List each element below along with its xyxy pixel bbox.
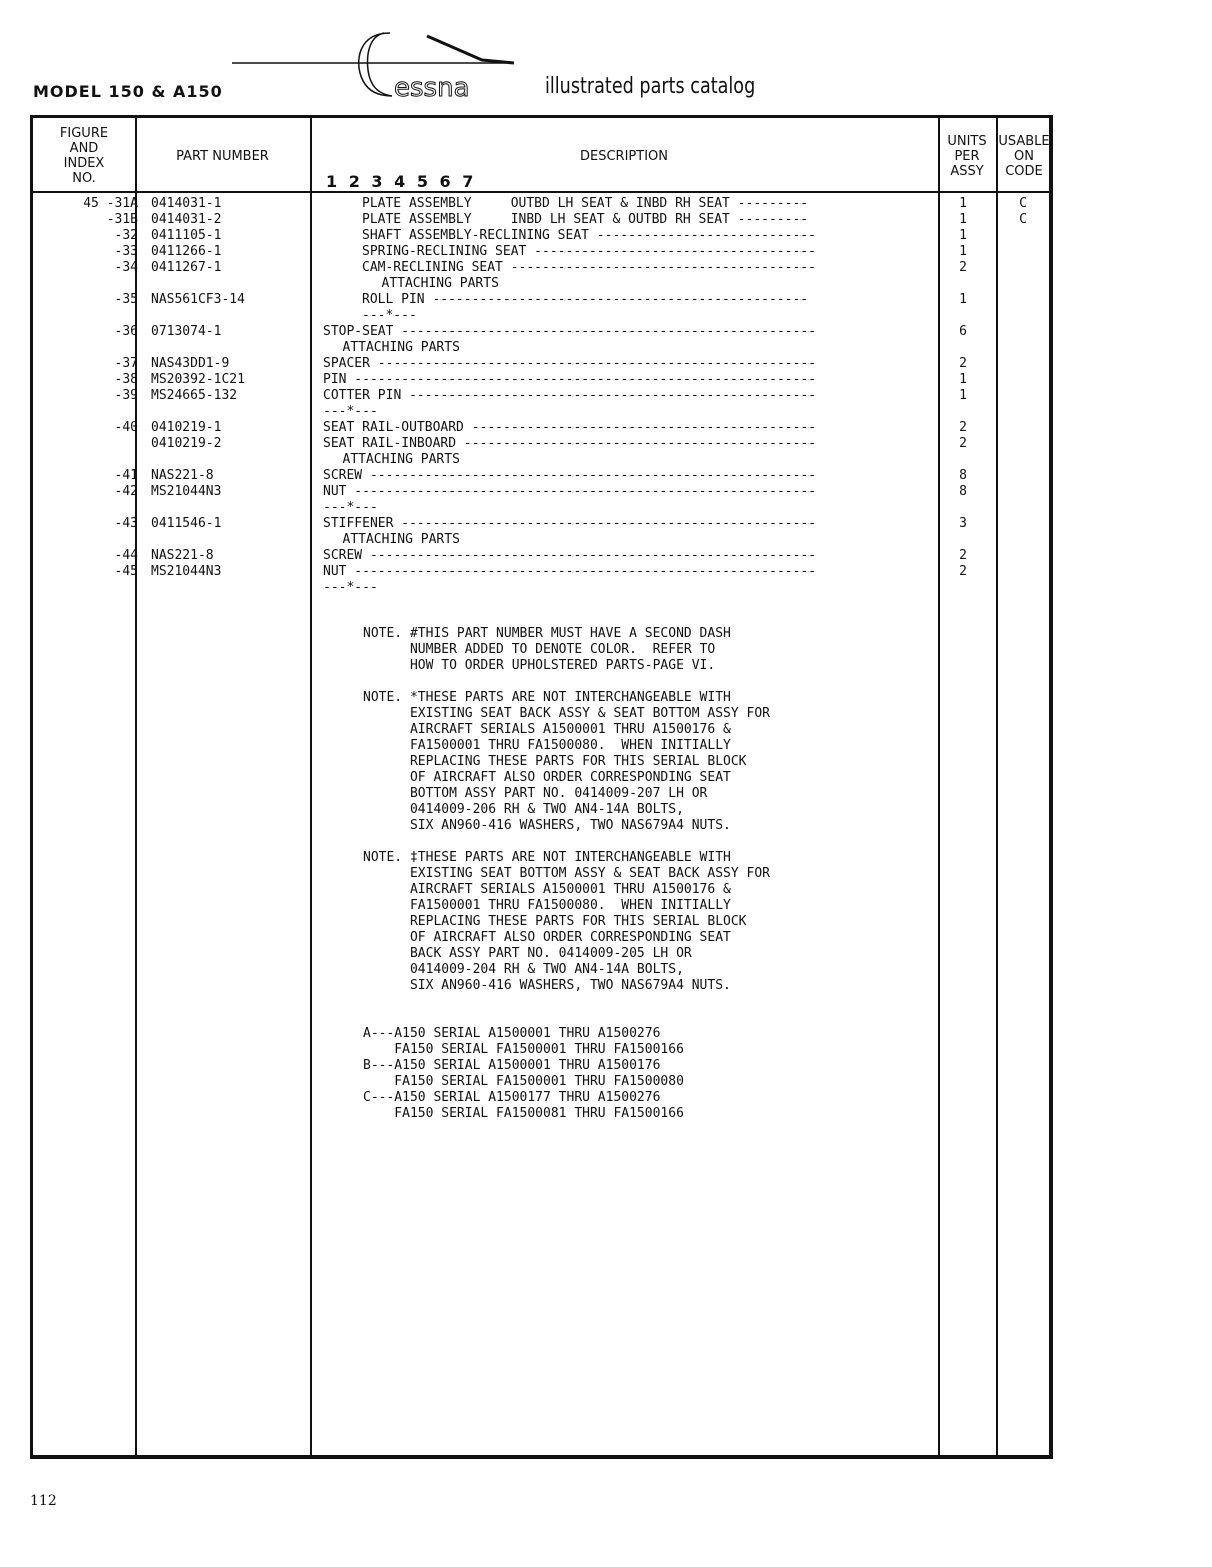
units-per-assy: 2: [959, 356, 967, 371]
header-indent-levels: 1 2 3 4 5 6 7: [326, 172, 477, 191]
index-number: 45 -31A: [83, 196, 138, 211]
units-per-assy: 6: [959, 324, 967, 339]
table-row: [33, 452, 1049, 468]
part-number: MS21044N3: [151, 564, 222, 579]
header-text: UNITS: [947, 134, 987, 149]
note: NOTE. #THIS PART NUMBER MUST HAVE A SECOND DASH NUMBER ADDED TO DENOTE COLOR. REFER TO HOW TO ORDER UPHOLSTERED PARTS-PAGE VI.: [363, 626, 731, 673]
units-per-assy: 1: [959, 212, 967, 227]
header-text: ASSY: [950, 164, 984, 179]
header-figure-index: [33, 126, 135, 186]
description: SPACER --------------------------------------------------------: [323, 356, 817, 371]
units-per-assy: 2: [959, 420, 967, 435]
units-per-assy: 2: [959, 436, 967, 451]
header-part-number: PART NUMBER: [176, 149, 269, 164]
description: ATTACHING PARTS: [381, 276, 499, 291]
model-title: MODEL 150 & A150: [33, 82, 223, 101]
table-row: [33, 484, 1049, 500]
page-number: 112: [30, 1493, 57, 1509]
table-row: [33, 308, 1049, 324]
header-usable-code: [996, 134, 1052, 179]
part-number: 0411105-1: [151, 228, 222, 243]
units-per-assy: 1: [959, 388, 967, 403]
index-number: -45: [114, 564, 138, 579]
table-row: [33, 244, 1049, 260]
description: ATTACHING PARTS: [342, 340, 460, 355]
header-units: [938, 134, 996, 179]
description: SPRING-RECLINING SEAT ------------------------------------: [362, 244, 816, 259]
index-number: -36: [114, 324, 138, 339]
description: SCREW ---------------------------------------------------------: [323, 548, 817, 563]
parts-table: [30, 115, 1053, 1459]
serial-effectivity: A---A150 SERIAL A1500001 THRU A1500276 FA150 SERIAL FA1500001 THRU FA1500166 B---A150 SERIAL A1500001 THRU A1500176 FA150 SERIAL FA1500001 THRU FA1500080 C---A150 SERIAL A1500177 THRU A1500276 FA150 SERIAL FA1500081 THRU FA1500166: [363, 1026, 684, 1121]
table-row: [33, 276, 1049, 292]
index-number: -34: [114, 260, 138, 275]
table-row: [33, 420, 1049, 436]
index-number: -40: [114, 420, 138, 435]
cessna-logo: [232, 28, 532, 108]
table-row: [33, 196, 1049, 212]
part-number: MS20392-1C21: [151, 372, 245, 387]
table-row: [33, 324, 1049, 340]
index-number: -43: [114, 516, 138, 531]
header-text: AND: [69, 141, 99, 156]
note: NOTE. ‡THESE PARTS ARE NOT INTERCHANGEABLE WITH EXISTING SEAT BOTTOM ASSY & SEAT BACK ASSY FOR AIRCRAFT SERIALS A1500001 THRU A1500176 & FA1500001 THRU FA1500080. WHEN INITIALLY REPLACING THESE PARTS FOR THIS SERIAL BLOCK OF AIRCRAFT ALSO ORDER CORRESPONDING SEAT BACK ASSY PART NO. 0414009-205 LH OR 0414009-204 RH & TWO AN4-14A BOLTS, SIX AN960-416 WASHERS, TWO NAS679A4 NUTS.: [363, 850, 770, 993]
index-number: -31B: [106, 212, 138, 227]
description: ---*---: [323, 580, 378, 595]
description: ROLL PIN ------------------------------------------------: [362, 292, 809, 307]
table-row: [33, 372, 1049, 388]
description: PLATE ASSEMBLY INBD LH SEAT & OUTBD RH SEAT ---------: [362, 212, 809, 227]
units-per-assy: 1: [959, 372, 967, 387]
part-number: NAS43DD1-9: [151, 356, 230, 371]
units-per-assy: 1: [959, 228, 967, 243]
table-row: [33, 548, 1049, 564]
part-number: MS24665-132: [151, 388, 238, 403]
usable-on-code: C: [1019, 212, 1027, 227]
index-number: -32: [114, 228, 138, 243]
description: ATTACHING PARTS: [342, 532, 460, 547]
table-row: [33, 212, 1049, 228]
table-row: [33, 580, 1049, 596]
units-per-assy: 1: [959, 292, 967, 307]
description: CAM-RECLINING SEAT ---------------------------------------: [362, 260, 816, 275]
description: COTTER PIN ----------------------------------------------------: [323, 388, 817, 403]
table-row: [33, 340, 1049, 356]
table-row: [33, 564, 1049, 580]
header-text: INDEX: [63, 156, 105, 171]
description: ---*---: [323, 404, 378, 419]
header-divider: [33, 191, 1049, 193]
header-text: USABLE: [998, 134, 1050, 149]
description: SHAFT ASSEMBLY-RECLINING SEAT ----------------------------: [362, 228, 816, 243]
description: NUT -----------------------------------------------------------: [323, 484, 817, 499]
index-number: -39: [114, 388, 138, 403]
header-text: PER: [954, 149, 980, 164]
usable-on-code: C: [1019, 196, 1027, 211]
part-number: NAS561CF3-14: [151, 292, 245, 307]
svg-text:essna: essna: [394, 73, 470, 103]
index-number: -33: [114, 244, 138, 259]
units-per-assy: 1: [959, 244, 967, 259]
part-number: MS21044N3: [151, 484, 222, 499]
index-number: -42: [114, 484, 138, 499]
units-per-assy: 2: [959, 548, 967, 563]
table-row: [33, 356, 1049, 372]
units-per-assy: 1: [959, 196, 967, 211]
table-row: [33, 500, 1049, 516]
description: PLATE ASSEMBLY OUTBD LH SEAT & INBD RH SEAT ---------: [362, 196, 809, 211]
description: SEAT RAIL-INBOARD ---------------------------------------------: [323, 436, 817, 451]
part-number: 0410219-2: [151, 436, 222, 451]
table-row: [33, 404, 1049, 420]
part-number: NAS221-8: [151, 468, 214, 483]
description: PIN -----------------------------------------------------------: [323, 372, 817, 387]
table-row: [33, 260, 1049, 276]
part-number: 0410219-1: [151, 420, 222, 435]
index-number: -38: [114, 372, 138, 387]
note: NOTE. *THESE PARTS ARE NOT INTERCHANGEABLE WITH EXISTING SEAT BACK ASSY & SEAT BOTTOM ASSY FOR AIRCRAFT SERIALS A1500001 THRU A1500176 & FA1500001 THRU FA1500080. WHEN INITIALLY REPLACING THESE PARTS FOR THIS SERIAL BLOCK OF AIRCRAFT ALSO ORDER CORRESPONDING SEAT BOTTOM ASSY PART NO. 0414009-207 LH OR 0414009-206 RH & TWO AN4-14A BOLTS, SIX AN960-416 WASHERS, TWO NAS679A4 NUTS.: [363, 690, 770, 833]
header-description: DESCRIPTION: [580, 149, 668, 164]
index-number: -35: [114, 292, 138, 307]
units-per-assy: 3: [959, 516, 967, 531]
header-text: FIGURE: [59, 126, 109, 141]
description: STIFFENER -----------------------------------------------------: [323, 516, 817, 531]
table-row: [33, 292, 1049, 308]
description: SEAT RAIL-OUTBOARD --------------------------------------------: [323, 420, 817, 435]
header-text: NO.: [72, 171, 96, 186]
description: ---*---: [323, 500, 378, 515]
table-row: [33, 532, 1049, 548]
part-number: 0411546-1: [151, 516, 222, 531]
part-number: NAS221-8: [151, 548, 214, 563]
index-number: -37: [114, 356, 138, 371]
part-number: 0713074-1: [151, 324, 222, 339]
index-number: -41: [114, 468, 138, 483]
index-number: -44: [114, 548, 138, 563]
description: NUT -----------------------------------------------------------: [323, 564, 817, 579]
description: ---*---: [362, 308, 417, 323]
header-text: CODE: [1005, 164, 1043, 179]
part-number: 0411267-1: [151, 260, 222, 275]
part-number: 0414031-2: [151, 212, 222, 227]
table-row: [33, 516, 1049, 532]
table-row: [33, 436, 1049, 452]
description: STOP-SEAT -----------------------------------------------------: [323, 324, 817, 339]
description: SCREW ---------------------------------------------------------: [323, 468, 817, 483]
units-per-assy: 8: [959, 484, 967, 499]
part-number: 0411266-1: [151, 244, 222, 259]
units-per-assy: 2: [959, 564, 967, 579]
units-per-assy: 2: [959, 260, 967, 275]
table-row: [33, 228, 1049, 244]
part-number: 0414031-1: [151, 196, 222, 211]
description: ATTACHING PARTS: [342, 452, 460, 467]
table-row: [33, 468, 1049, 484]
table-row: [33, 388, 1049, 404]
catalog-title: illustrated parts catalog: [545, 74, 756, 99]
header-text: ON: [1014, 149, 1034, 164]
units-per-assy: 8: [959, 468, 967, 483]
